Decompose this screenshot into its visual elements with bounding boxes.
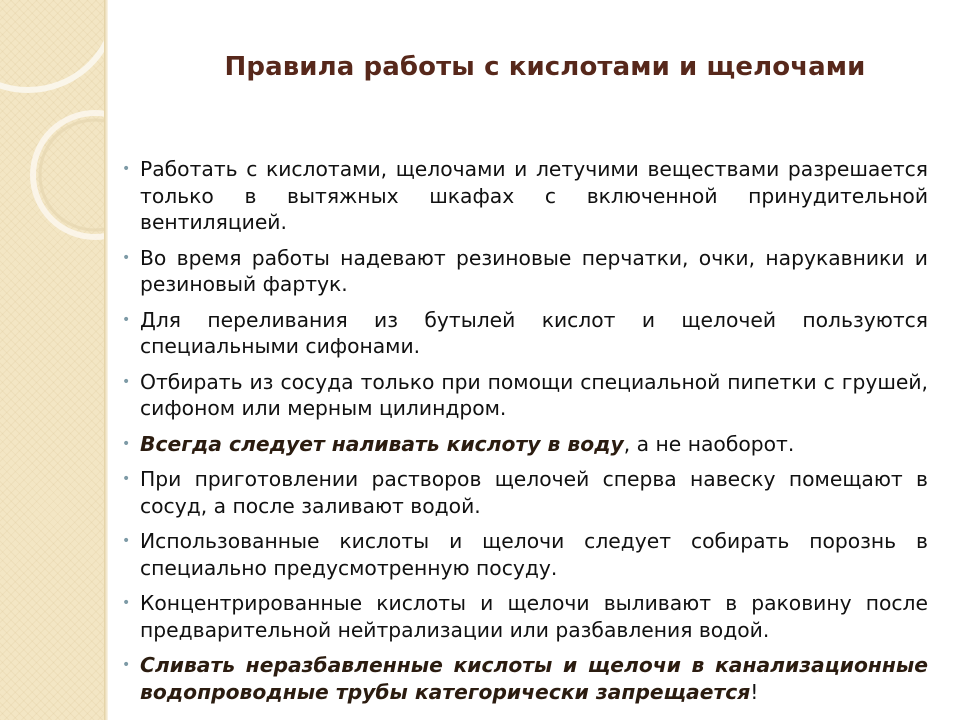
bullet-item [122, 590, 928, 643]
bullet-marker: • [122, 435, 131, 452]
bullet-text [140, 156, 928, 236]
bullet-body: Для переливания из бутылей кислот и щелочей пользуются специальными сифонами. [140, 307, 928, 358]
bullet-text [140, 652, 928, 705]
bullet-item [122, 369, 928, 422]
bullet-marker: • [122, 161, 131, 177]
bullet-text [140, 369, 928, 422]
bullet-text [140, 590, 928, 643]
decorative-circle-medium [33, 113, 107, 237]
bullet-body: Работать с кислотами, щелочами и летучими веществами разрешается только в вытяжных шкафах с включенной принудительной вентиляцией. [140, 157, 928, 234]
bullet-body: Использованные кислоты и щелочи следует собирать порознь в специально предусмотренную посуду. [140, 529, 928, 580]
bullet-body: Во время работы надевают резиновые перчатки, очки, нарукавники и резиновый фартук. [140, 245, 928, 296]
bullet-text [140, 466, 928, 519]
bullet-item [122, 528, 928, 581]
bullet-list [122, 156, 928, 714]
bullet-item [122, 307, 928, 360]
bullet-body: , а не наоборот. [623, 431, 795, 456]
bullet-marker: • [122, 533, 131, 549]
bullet-item [122, 245, 928, 298]
bullet-body: Отбирать из сосуда только при помощи специальной пипетки с грушей, сифоном или мерным цилиндром. [140, 369, 928, 420]
bullet-body: ! [750, 679, 759, 704]
bullet-emphasis: Сливать неразбавленные кислоты и щелочи в канализационные водопроводные трубы категорически запрещается [140, 653, 928, 704]
bullet-marker: • [122, 657, 131, 673]
bullet-item [122, 466, 928, 519]
decorative-side-panel [0, 0, 107, 720]
bullet-item [122, 431, 928, 458]
side-panel-edge [104, 0, 108, 720]
bullet-marker: • [122, 471, 131, 487]
slide-title: Правила работы с кислотами и щелочами [224, 52, 866, 82]
bullet-text [140, 245, 928, 298]
bullet-text [140, 431, 928, 458]
bullet-marker: • [122, 373, 131, 390]
decorative-circles [0, 0, 107, 720]
decorative-circle-large [0, 0, 107, 90]
bullet-marker: • [122, 311, 131, 328]
bullet-marker: • [122, 249, 131, 266]
bullet-marker: • [122, 595, 131, 611]
bullet-text [140, 528, 928, 581]
bullet-body: При приготовлении растворов щелочей сперва навеску помещают в сосуд, а после заливают водой. [140, 467, 928, 518]
bullet-text [140, 307, 928, 360]
bullet-item [122, 652, 928, 705]
bullet-emphasis: Всегда следует наливать кислоту в воду [140, 431, 624, 456]
bullet-item [122, 156, 928, 236]
bullet-body: Концентрированные кислоты и щелочи выливают в раковину после предварительной нейтрализации или разбавления водой. [140, 591, 928, 642]
